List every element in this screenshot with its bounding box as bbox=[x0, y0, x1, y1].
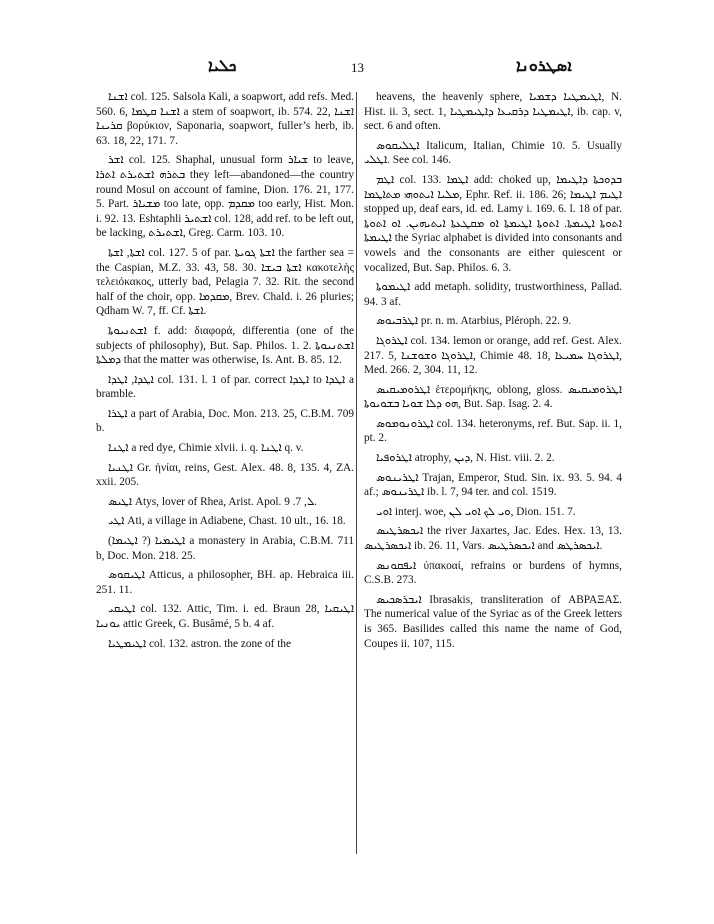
dictionary-entry: ܐܛܝܩܝ col. 132. Attic, Tim. i. ed. Braun 28, ܐܛܝܩܝܐ ܝܘܢܝܐ attic Greek, G. Busâmé, 5 b. 4 af. bbox=[96, 603, 354, 630]
dictionary-entry: ܐܛܡ col. 133. ܐܛܡܐ add: choked up, ܒܕܘܟܬܐ ܕܐܛܝܡܐ ܡܠܝܐ ܐܝܬܘܗܝ ܡܬܐܛܡܐ, Ephr. Ref. ii. 186. 26; ܐܛܝܡ ܐܛܝܡܐ stopped up, deaf ears, id. ed. Lamy i. 169. 6. l. 18 of par. ܐܬܘܬܐ ܐܛܝܡܬܐ. ܐܬܘܬܐ ܐܛܝܡܬܐ ܐܘ ܡܩܛܥܬܐ ܐܝܬܝܗܝܢ. ܐܘ ܐܬܘܬܐ ܐܛܝܡܬܐ the Syriac alphabet is divided into consonants and vowels and the consonants are either quiescent or vocalized, But. Sap. Philos. 6. 3. bbox=[364, 173, 623, 274]
dictionary-entry: ܐܘܝ interj. woe, ܘܝ ܠܟ ܐܘܝ ܠܢ, Dion. 151. 7. bbox=[376, 505, 576, 518]
dictionary-entry: ܐܫܬܐ, ܐܫܬܐ col. 127. 5 of par. ܐܫܬܐ ܓܘܝܬܐ the farther sea = the Caspian, M.Z. 33. 43, 58. 30. ܐܫܬܐ ܒܝܫܐ κακοτελὴς τελειόκακος, utterly bad, Pelagia 7. 32. Rit. the second half of the choir, opp. ܡܩܕܡܐ, Brev. Chald. i. 26 pluries; Qdham W. 7, ff. Cf. ܐܫܬܐ. bbox=[96, 246, 355, 318]
dictionary-entry: ܐܛܪܘܡܝܩܝܣ ἑτερομήκης, oblong, gloss. ܐܛܪܘܡܝܩܝܣ ܗܘ ܕܠܐ ܫܘܝܐ ܒܫܘܝܘܬܐ, But. Sap. Isag. 2. 4. bbox=[364, 383, 622, 411]
column-divider bbox=[356, 92, 357, 854]
dictionary-entry: ܐܛܝܩܘܣ Atticus, a philosopher, BH. ap. Hebraica iii. 251. 11. bbox=[96, 569, 354, 596]
left-column bbox=[96, 90, 354, 656]
dictionary-entry: ܐܝܦܩܘܢܣ ὑπακοαί, refrains or burdens of hymns, C.S.B. 273. bbox=[364, 559, 622, 587]
dictionary-entry: ܐܛܝܡܝܐ (? ܐܛܝܡܐ) a monastery in Arabia, C.B.M. 711 b, Doc. Mon. 218. 25. bbox=[96, 535, 354, 562]
dictionary-entry: ܐܛܪܒܝܘܣ pr. n. m. Atarbius, Pléroph. 22. 9. bbox=[376, 315, 572, 328]
page-header bbox=[96, 58, 664, 82]
dictionary-entry: ܐܛܪܝܢܘܣ Trajan, Emperor, Stud. Sin. ix. 93. 5. 94. 4 af.; ܐܛܪܝܢܘܣ ib. l. 7, 94 ter. and col. 1519. bbox=[364, 471, 622, 499]
dictionary-entry: ܐܛܝܡܘܬܐ add metaph. solidity, trustworthiness, Pallad. 94. 3 af. bbox=[364, 281, 622, 308]
right-column bbox=[364, 90, 622, 656]
dictionary-entry: ܐܫܬܢܝܘܬܐ f. add: διαφορά, differentia (one of the subjects of philosophy), But. Sap. Philos. 1. 2. ܐܫܬܢܝܘܬܐ ܕܡܠܬܐ that the matter was otherwise, Is. Ant. B. 85. 12. bbox=[96, 324, 354, 367]
dictionary-entry: ܐܛܝ Ati, a village in Adiabene, Chast. 10 ult., 16. 18. bbox=[108, 515, 346, 528]
dictionary-entry: ܐܛܝܡܛܝܐ col. 132. astron. the zone of the bbox=[108, 637, 292, 650]
header-left-word: ܟܠܝܐ bbox=[208, 58, 237, 75]
dictionary-entry: ܐܛܪܘܢܘܡܘܣ col. 134. heteronyms, ref. But. Sap. ii. 1, pt. 2. bbox=[364, 417, 622, 445]
dictionary-entry: ܐܛܪܘܓܐ col. 134. lemon or orange, add ref. Gest. Alex. 217. 5, ܐܛܪܘܓܐ ܘܫܘܫܢܐ, Chimie 48. 18, ܐܛܪܘܓܐ ܚܡܝܥܐ, Med. 266. 2, 304. 11, 12. bbox=[364, 334, 622, 377]
page-number: 13 bbox=[351, 60, 364, 75]
dictionary-entry: ܐܝܒܪܣܟܝܣ Ibrasakis, transliteration of ΑΒΡΑΞΑΣ. The numerical value of the Syriac as of the Greek letters is 365. Basilides called this name the name of God, Coupes ii. 107, 115. bbox=[364, 593, 622, 650]
dictionary-entry: ܐܛܪܐ a part of Arabia, Doc. Mon. 213. 25, C.B.M. 709 b. bbox=[96, 407, 354, 435]
header-right-word: ܐܣܛܪܘܢܐ bbox=[516, 58, 572, 75]
dictionary-entry: ܐܛܕܐ, ܐܛܕܐ col. 131. l. 1 of par. correct ܐܛܕܐ to ܐܛܕܐ a bramble. bbox=[96, 373, 354, 401]
dictionary-entry: ܐܛܢܐ a red dye, Chimie xlvii. i. q. ܐܛܢܐ q. v. bbox=[108, 442, 304, 455]
dictionary-entry: ܐܫܢܐ col. 125. Salsola Kali, a soapwort, add refs. Med. 560. 6, ܐܫܢܐ ܩܛܡܐ a stem of soapwort, ib. 574. 22, ܐܫܢܐ ܩܪܝܢܐ βορύκιον, Saponaria, soapwort, fuller’s herb, ib. 63. 18, 22, 171. 7. bbox=[96, 91, 354, 147]
dictionary-entry: ܐܛܢܝܐ Gr. ἡνίαι, reins, Gest. Alex. 48. 8, 135. 4, ZA. xxii. 205. bbox=[96, 461, 354, 489]
dictionary-entry: ܐܛܪܘܦܝܐ atrophy, ܕܝܢ, N. Hist. viii. 2. 2. bbox=[376, 452, 555, 465]
dictionary-entry: ܐܛܠܝܩܘܣ Italicum, Italian, Chimie 10. 5. Usually ܐܛܠܝ. See col. 146. bbox=[364, 139, 622, 167]
dictionary-entry: ܐܝܟܣܪܛܝܣ the river Jaxartes, Jac. Edes. Hex. 13, 13. ܐܝܟܣܪܛܝܣ ib. 26. 11, Vars. ܐܝܟܣܪܛܝܣ and ܐܝܟܣܪܛܣ. bbox=[364, 525, 622, 553]
dictionary-entry: ܐܛܝܣ Atys, lover of Rhea, Arist. Apol. ܠ, 7. 9. bbox=[108, 495, 317, 508]
dictionary-entry: heavens, the heavenly sphere, ܐܛܝܡܛܝܐ ܕܫܡܝܐ, N. Hist. ii. 3, sect. 1, ܐܛܝܡܛܝܐ ܕܪܩܝܥܐ ܕܐܛܝܡܛܝܐ, ib. cap. v, sect. 6 and often. bbox=[364, 91, 623, 133]
dictionary-entry: ܐܫܪ col. 125. Shaphal, unusual form ܫܝܐܪ to leave, ܒܬܪܗ ܐܫܬܝܪܬ ܐܬܪܐ they left—abandoned—the country round Mosul on account of famine, Dion. 176. 21, 177. 5. Part. ܡܫܝܐܪ too late, opp. ܡܩܕܡ too early, Hist. Mon. i. 92. 13. Eshtaphli ܐܫܬܝܪ col. 128, add ref. to be left out, be lacking, ܐܫܬܝܪܬ, Greg. Carm. 103. 10. bbox=[96, 154, 354, 240]
